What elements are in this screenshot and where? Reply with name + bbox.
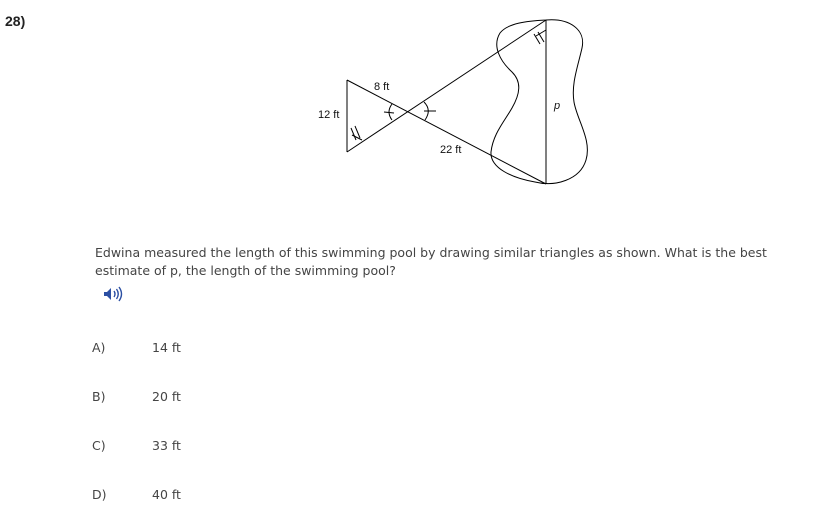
speaker-icon[interactable] xyxy=(103,285,125,303)
choice-text: 40 ft xyxy=(152,487,181,502)
choice-text: 14 ft xyxy=(152,340,181,355)
vertical-angle-arc-left xyxy=(389,104,392,120)
label-8ft: 8 ft xyxy=(374,81,390,93)
similar-triangles-figure xyxy=(0,0,822,230)
choice-letter: A) xyxy=(92,340,106,355)
choice-letter: D) xyxy=(92,487,107,502)
choice-letter: C) xyxy=(92,438,106,453)
angle-mark-small-triangle xyxy=(352,135,362,140)
label-22ft: 22 ft xyxy=(440,144,462,156)
choice-text: 33 ft xyxy=(152,438,181,453)
question-number: 28) xyxy=(5,13,26,29)
pool-outline xyxy=(491,20,587,184)
angle-mark-pool-top xyxy=(536,30,546,36)
label-p: p xyxy=(554,100,561,112)
choice-text: 20 ft xyxy=(152,389,181,404)
label-12ft: 12 ft xyxy=(318,109,340,121)
choice-letter: B) xyxy=(92,389,106,404)
question-prompt: Edwina measured the length of this swimming pool by drawing similar triangles as shown. What is the best estimate of p, the length of the swimming pool? xyxy=(95,245,767,278)
